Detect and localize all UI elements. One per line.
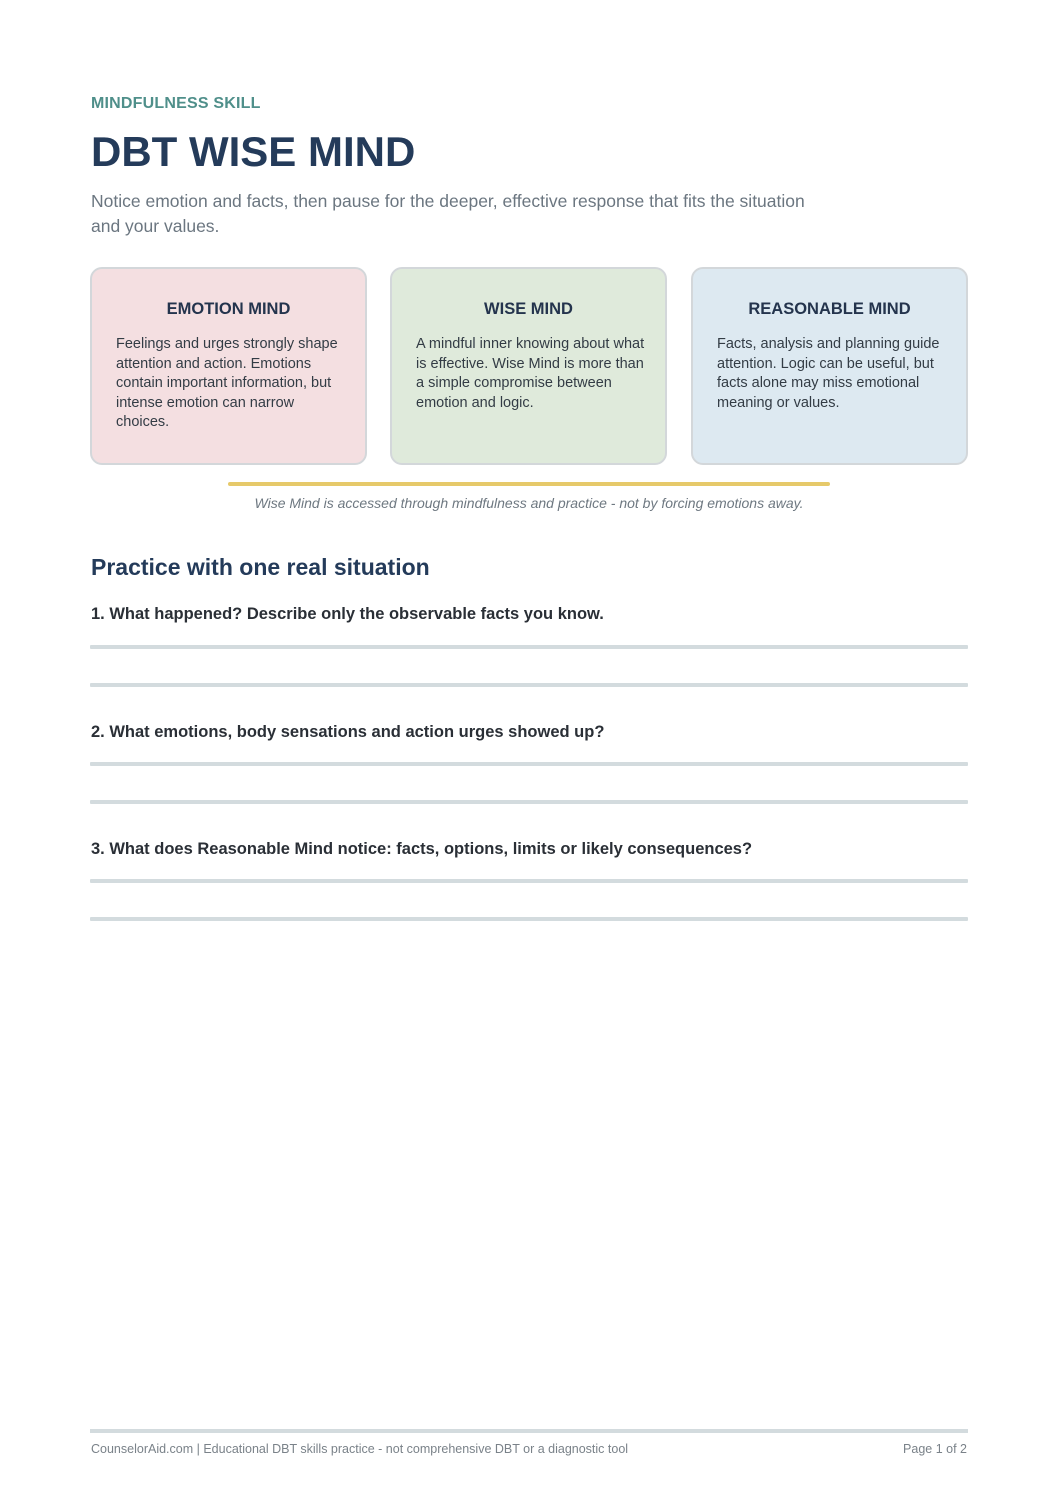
eyebrow-label: MINDFULNESS SKILL <box>91 95 261 112</box>
answer-line[interactable] <box>90 683 968 687</box>
page-number: Page 1 of 2 <box>903 1442 967 1456</box>
question-3: 3. What does Reasonable Mind notice: facts, options, limits or likely consequences? <box>91 840 753 858</box>
card-reasonable-mind <box>691 267 968 465</box>
card-wise-mind <box>390 267 667 465</box>
answer-line[interactable] <box>90 645 968 649</box>
card-text: Feelings and urges strongly shape attention and action. Emotions contain important information, but intense emotion can narrow choices. <box>116 336 338 431</box>
answer-line[interactable] <box>90 879 968 883</box>
accent-divider <box>228 482 830 486</box>
wise-mind-note: Wise Mind is accessed through mindfulness and practice - not by forcing emotions away. <box>254 495 804 511</box>
practice-section-title: Practice with one real situation <box>91 554 430 580</box>
page-title: DBT WISE MIND <box>91 128 416 175</box>
card-title: EMOTION MIND <box>166 300 291 318</box>
question-1: 1. What happened? Describe only the observable facts you know. <box>91 605 604 623</box>
footer-credit: CounselorAid.com | Educational DBT skills practice - not comprehensive DBT or a diagnostic tool <box>91 1442 629 1456</box>
footer-divider <box>90 1429 968 1433</box>
card-title: REASONABLE MIND <box>748 300 911 318</box>
answer-line[interactable] <box>90 800 968 804</box>
question-2: 2. What emotions, body sensations and action urges showed up? <box>91 723 605 741</box>
card-text: Facts, analysis and planning guide attention. Logic can be useful, but facts alone may miss emotional meaning or values. <box>717 336 940 411</box>
card-title: WISE MIND <box>484 300 573 318</box>
answer-line[interactable] <box>90 762 968 766</box>
answer-line[interactable] <box>90 917 968 921</box>
page-subtitle: Notice emotion and facts, then pause for the deeper, effective response that fits the situation and your values. <box>91 191 805 236</box>
card-text: A mindful inner knowing about what is effective. Wise Mind is more than a simple compromise between emotion and logic. <box>416 336 645 411</box>
card-emotion-mind <box>90 267 367 465</box>
